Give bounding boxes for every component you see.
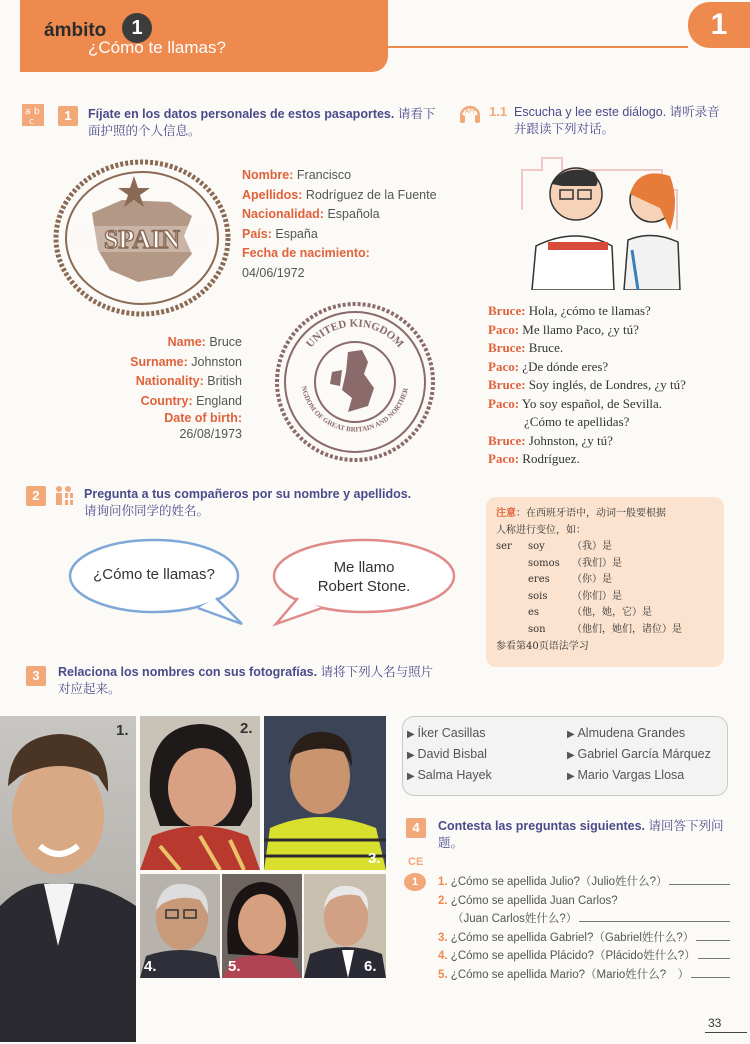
grammar-note: 注意：在西班牙语中，动词一般要根据 人称进行变位，如： ser soy （我）是 somos （我们）是 eres （你）是 sois （你们）是 es （他，她，它）是 son （他们，她们，诸位）是 参看第40页语法学习 (486, 497, 724, 667)
exercise-number: 1.1 (489, 104, 508, 119)
unit-subtitle: ¿Cómo te llamas? (88, 38, 226, 57)
uk-passport-data: Name: Bruce Surname: Johnston Nationality: British Country: England Date of birth: 26/08/1973 (130, 335, 242, 441)
ce-label: CE (408, 856, 424, 868)
name-item: ▶ David Bisbal (407, 747, 487, 761)
abc-icon (22, 104, 44, 126)
uk-stamp-bottom-text: NGDOM OF GREAT BRITAIN AND NORTHER (299, 385, 410, 434)
photo-number: 4. (144, 958, 157, 975)
svg-text:b: b (34, 107, 40, 117)
page-number: 33 (708, 1016, 722, 1030)
bubble-left-text: ¿Cómo te llamas? (93, 566, 215, 583)
name-item: ▶ Almudena Grandes (567, 726, 685, 740)
svg-text:a: a (25, 107, 31, 117)
photo-number: 5. (228, 958, 241, 975)
answer-line[interactable] (669, 873, 730, 885)
photo-6 (304, 874, 386, 978)
page-number-rule (705, 1032, 747, 1033)
answer-line[interactable] (691, 966, 730, 978)
spain-stamp-text: SPAIN (103, 225, 181, 254)
speech-bubble-right (268, 536, 458, 628)
photo-number: 3. (368, 850, 381, 867)
name-item: ▶ Íker Casillas (407, 726, 486, 740)
questions-list: 1. ¿Cómo se apellida Julio?（Julio姓什么?） 2. ¿Cómo se apellida Juan Carlos? （Juan Carlos姓什么?） 3. ¿Cómo se apellida Gabriel?（Gabriel姓什么?） 4. ¿Cómo se apellida Plácido?（Plácido姓什么?） 5. ¿Cómo se apellida Mario?（Mario姓什么? ） (438, 873, 730, 984)
photo-number: 1. (116, 722, 129, 739)
answer-line[interactable] (696, 929, 730, 941)
exercise-number: 4 (406, 818, 426, 838)
exercise-number: 3 (26, 666, 46, 686)
headphones-icon (458, 102, 482, 124)
exercise-4-instruction: Contesta las preguntas siguientes. 请回答下列问题。 (438, 819, 724, 850)
name-item: ▶ Salma Hayek (407, 768, 492, 782)
exercise-1-instruction: Fíjate en los datos personales de estos pasaportes. 请看下面护照的个人信息。 (88, 107, 436, 138)
exercise-2-instruction: Pregunta a tus compañeros por su nombre y apellidos. 请询问你同学的姓名。 (84, 487, 412, 518)
photo-3 (264, 716, 386, 870)
ambito-number: 1 (122, 13, 152, 43)
header-rule (388, 46, 688, 48)
photo-4 (140, 874, 220, 978)
speech-bubble-left (66, 536, 248, 628)
name-item: ▶ Gabriel García Márquez (567, 747, 711, 761)
name-item: ▶ Mario Vargas Llosa (567, 768, 684, 782)
photo-2 (140, 716, 260, 870)
svg-text:c: c (29, 117, 34, 126)
photo-number: 2. (240, 720, 253, 737)
ce-number-badge: 1 (404, 873, 426, 891)
note-label: 注意 (496, 508, 516, 519)
ambito-label: ámbito (44, 20, 107, 41)
dialog-illustration (502, 150, 682, 290)
dialog-text: Bruce: Hola, ¿cómo te llamas? Paco: Me llamo Paco, ¿y tú? Bruce: Bruce. Paco: ¿De dónde eres? Bruce: Soy inglés, de Londres, ¿y tú? Paco: Yo soy español, de Sevilla. ¿Cómo te apellidas? Bruce: Johnston, ¿y tú? Paco: Rodríguez. (488, 303, 686, 466)
spain-passport-stamp (52, 158, 232, 318)
uk-stamp-top-text: UNITED KINGDOM (303, 317, 406, 351)
uk-passport-stamp (272, 302, 438, 466)
answer-line[interactable] (579, 910, 730, 922)
exercise-number: 1 (58, 106, 78, 126)
answer-line[interactable] (698, 947, 730, 959)
exercise-number: 2 (26, 486, 46, 506)
unit-badge: 1 (688, 2, 750, 48)
photo-5 (222, 874, 302, 978)
exercise-3-instruction: Relaciona los nombres con sus fotografías. 请将下列人名与照片对应起来。 (58, 665, 434, 696)
pair-work-icon (54, 485, 76, 507)
exercise-1-1-instruction: Escucha y lee este diálogo. 请听录音并跟读下列对话。 (514, 105, 720, 136)
bubble-right-text: Me llamo Robert Stone. (317, 559, 411, 595)
photo-1 (0, 716, 136, 1042)
spain-passport-data: Nombre: Francisco Apellidos: Rodríguez de la Fuente Nacionalidad: Española País: España Fecha de nacimiento: 04/06/1972 (242, 168, 437, 280)
names-list-box (402, 716, 728, 796)
svg-text:APP: APP (465, 108, 477, 115)
photo-number: 6. (364, 958, 377, 975)
